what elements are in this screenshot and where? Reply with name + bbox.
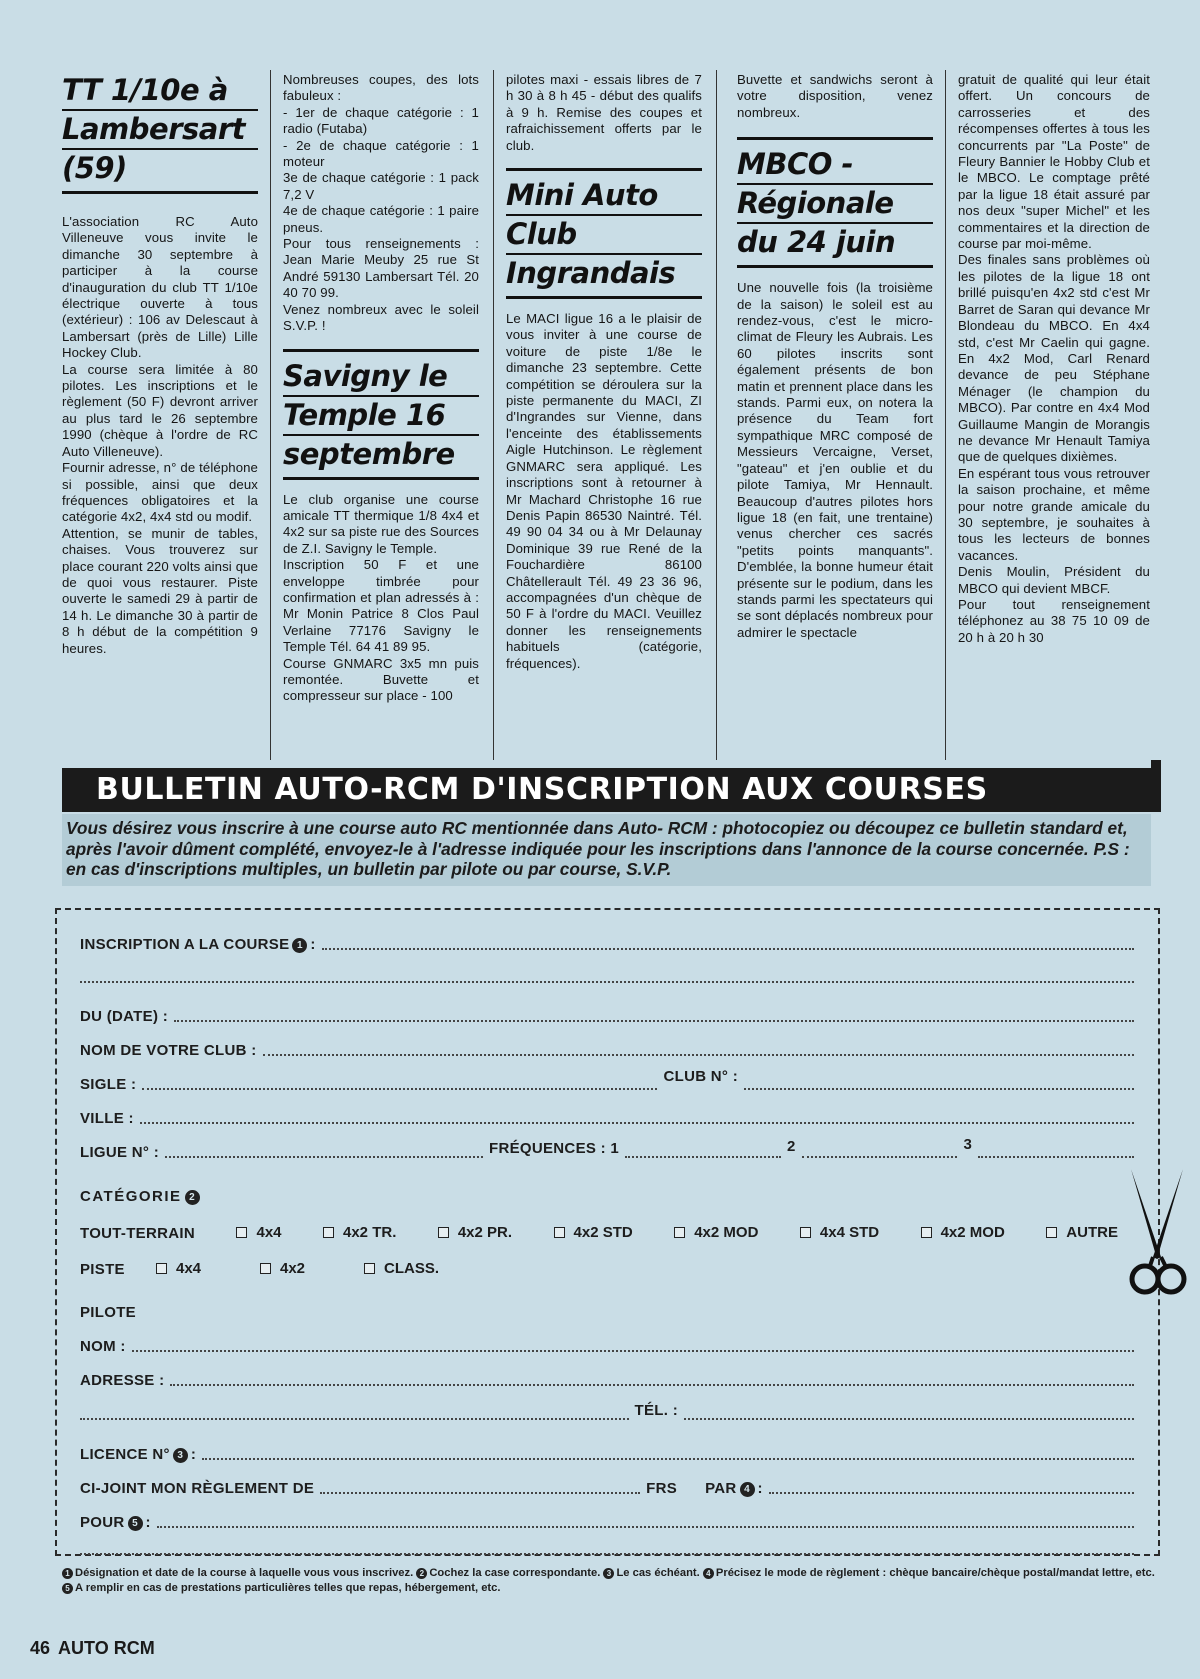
row-reglement (80, 1480, 1140, 1497)
note-marker-4-icon: 4 (703, 1568, 714, 1579)
label-licence: LICENCE N° 3 : (80, 1446, 197, 1463)
row-piste (80, 1260, 1140, 1278)
label-date: DU (DATE) : (80, 1008, 169, 1025)
label-club-name: NOM DE VOTRE CLUB : (80, 1042, 257, 1059)
checkbox-icon (438, 1227, 449, 1238)
article-lambersart-title: TT 1/10e à Lambersart (59) (62, 72, 258, 194)
frequency-1-field[interactable] (625, 1147, 781, 1158)
checkbox-icon (921, 1227, 932, 1238)
article-paragraph: Des finales sans problèmes où les pilotes de la ligue 18 ont brillé puisqu'en 4x2 std c'est Mr Barret de Saran qui devance Mr Blondeau du MBCO. En 4x4 std, c'est Mr Caelin qui gagne. En 4x2 Mod, Carl Renard devance de peu Stéphane Ménager (le champion du MBCO). Par contre en 4x4 Mod Guillaume Mangin de Morangis ne devance Mr Henault Tamiya que de quelques dixièmes. (958, 252, 1150, 465)
row-ville (80, 1110, 1140, 1127)
label-par: PAR 4 : (705, 1480, 763, 1497)
adresse-field[interactable] (170, 1375, 1134, 1386)
scissors-icon (1127, 1165, 1189, 1305)
checkbox-icon (364, 1263, 375, 1274)
pour-field[interactable] (157, 1517, 1134, 1528)
article-paragraph: Pour tous renseignements : Jean Marie Meuby 25 rue St André 59130 Lambersart Tél. 20 40 70 99. (283, 236, 479, 301)
row-nom (80, 1338, 1140, 1355)
frequency-2-field[interactable] (802, 1147, 958, 1158)
checkbox-icon (236, 1227, 247, 1238)
article-paragraph: Denis Moulin, Président du MBCO qui devient MBCF. (958, 564, 1150, 596)
row-pour-2 (80, 1544, 1140, 1555)
checkbox-tt-4x2-std[interactable]: 4x2 STD (554, 1224, 633, 1241)
label-pour: POUR 5 : (80, 1514, 151, 1531)
checkbox-icon (554, 1227, 565, 1238)
payment-mode-field[interactable] (769, 1483, 1134, 1494)
article-paragraph: En espérant tous vous retrouver la saison prochaine, et même pour notre grande amicale du 30 septembre, je souhaites à tous les lecteurs de bonnes vacances. (958, 465, 1150, 563)
checkbox-piste-class[interactable]: CLASS. (364, 1260, 439, 1277)
row-adresse-2 (80, 1402, 1140, 1423)
article-paragraph: Nombreuses coupes, des lots fabuleux : (283, 72, 479, 104)
checkbox-tt-4x2-mod[interactable]: 4x2 MOD (674, 1224, 758, 1241)
checkbox-piste-4x2[interactable]: 4x2 (260, 1260, 364, 1277)
checkbox-icon (260, 1263, 271, 1274)
date-field[interactable] (174, 1011, 1134, 1022)
article-lambersart (62, 72, 258, 657)
article-savigny-continued (506, 72, 702, 672)
marker-5-icon: 5 (128, 1516, 143, 1531)
checkbox-piste-4x4[interactable]: 4x4 (156, 1260, 260, 1277)
marker-3-icon: 3 (173, 1448, 188, 1463)
ville-field[interactable] (140, 1113, 1134, 1124)
label-reglement: CI-JOINT MON RÈGLEMENT DE (80, 1480, 315, 1497)
label-club-number: CLUB N° : (663, 1068, 738, 1085)
article-paragraph: pilotes maxi - essais libres de 7 h 30 à 8 h 45 - début des qualifs à 9 h. Remise des coupes et rafraichissement offerts par le club. (506, 72, 702, 153)
adresse-field-line-2[interactable] (80, 1409, 629, 1420)
article-paragraph: 3e de chaque catégorie : 1 pack 7,2 V (283, 170, 479, 202)
row-pilote (80, 1304, 1140, 1321)
bulletin-title: BULLETIN AUTO-RCM D'INSCRIPTION AUX COURSES (62, 768, 1151, 812)
label-piste: PISTE (80, 1261, 125, 1278)
article-maci-title: Mini Auto Club Ingrandais (506, 168, 702, 299)
row-categorie (80, 1188, 1140, 1205)
article-paragraph: Venez nombreux avec le soleil S.V.P. ! (283, 301, 479, 334)
inscription-field[interactable] (322, 939, 1134, 950)
label-nom: NOM : (80, 1338, 126, 1355)
label-pilote: PILOTE (80, 1304, 136, 1321)
checkbox-icon (800, 1227, 811, 1238)
row-inscription-2 (80, 972, 1140, 983)
article-savigny-title: Savigny le Temple 16 septembre (283, 349, 479, 480)
article-paragraph: 4e de chaque catégorie : 1 paire pneus. (283, 203, 479, 235)
row-adresse (80, 1372, 1140, 1389)
marker-1-icon: 1 (292, 938, 307, 953)
label-ligue: LIGUE N° : (80, 1144, 159, 1161)
article-paragraph: Le MACI ligue 16 a le plaisir de vous inviter à une course de voiture de piste 1/8e le dimanche 23 septembre. Cette compétition se déroulera sur la piste permanente du MACI, ZI d'Ingrandes sur Vienne, dans l'enceinte des établissements Aigle Hutchinson. Le règlement GNMARC sera appliqué. Les inscriptions sont à retourner à Mr Machard Christophe 16 rue Denis Papin 86530 Naintré. Tél. 49 90 04 34 ou à Mr Delaunay Dominique 39 rue René de la Fouchardière 86100 Châtellerault Tél. 49 23 36 96, accompagnées d'un chèque de 50 F à l'ordre du MACI. Veuillez donner les renseignements habituels (catégorie, fréquences). (506, 311, 702, 671)
page-number: 46 (30, 1638, 51, 1658)
row-sigle (80, 1068, 1140, 1093)
article-maci-continued (737, 72, 933, 641)
label-adresse: ADRESSE : (80, 1372, 165, 1389)
article-paragraph: La course sera limitée à 80 pilotes. Les inscriptions et le règlement (50 F) devront arriver au plus tard le 26 septembre 1990 (chèque à l'ordre de RC Auto Villeneuve). (62, 361, 258, 459)
club-name-field[interactable] (263, 1045, 1134, 1056)
licence-field[interactable] (202, 1449, 1134, 1460)
column-divider (270, 70, 271, 760)
ligue-field[interactable] (165, 1147, 483, 1158)
note-marker-3-icon: 3 (603, 1568, 614, 1579)
label-frs: FRS (646, 1480, 678, 1497)
club-number-field[interactable] (744, 1079, 1134, 1090)
magazine-name: AUTO RCM (58, 1638, 155, 1658)
checkbox-tt-4x2-tr[interactable]: 4x2 TR. (323, 1224, 396, 1241)
bulletin-notes: 1 Désignation et date de la course à laquelle vous vous inscrivez. 2 Cochez la case correspondante. 3 Le cas échéant. 4 Précisez le mode de règlement : chèque bancaire/chèque postal/mandat lettre, etc. 5 A remplir en cas de prestations particulières telles que repas, hébergement, etc. (62, 1566, 1162, 1596)
row-licence (80, 1446, 1140, 1463)
banner-tab (1151, 760, 1161, 812)
article-mbco-title: MBCO - Régionale du 24 juin (737, 137, 933, 268)
label-frequency-2: 2 (786, 1138, 796, 1155)
label-frequency-3: 3 (963, 1136, 973, 1153)
page-footer (30, 1638, 155, 1659)
column-divider (716, 70, 717, 760)
row-inscription (80, 936, 1140, 953)
label-sigle: SIGLE : (80, 1076, 137, 1093)
article-paragraph: gratuit de qualité qui leur était offert. Un concours de carrosseries et des récompenses offertes à tous les concurrents par "La Poste" de Fleury Bannier le Hobby Club et le MBCO. Le comptage prêté par la ligue 18 était assuré par nos deux "super Michel" et les commentaires et la direction de course par moi-même. (958, 72, 1150, 252)
reglement-amount-field[interactable] (320, 1483, 640, 1494)
article-lambersart-continued (283, 72, 479, 705)
label-ville: VILLE : (80, 1110, 134, 1127)
article-paragraph: - 2e de chaque catégorie : 1 moteur (283, 137, 479, 170)
article-paragraph: Le club organise une course amicale TT thermique 1/8 4x4 et 4x2 sur sa piste rue des Sources de Z.I. Savigny le Temple. (283, 491, 479, 556)
marker-4-icon: 4 (740, 1482, 755, 1497)
checkbox-tt-4x2-pr[interactable]: 4x2 PR. (438, 1224, 512, 1241)
column-divider (493, 70, 494, 760)
label-categorie: CATÉGORIE 2 (80, 1188, 203, 1205)
note-marker-1-icon: 1 (62, 1568, 73, 1579)
label-frequences: FRÉQUENCES : 1 (489, 1140, 620, 1157)
checkbox-icon (674, 1227, 685, 1238)
sigle-field[interactable] (142, 1079, 657, 1090)
label-tel: TÉL. : (634, 1402, 678, 1419)
checkbox-tt-4x4[interactable]: 4x4 (236, 1224, 281, 1241)
article-paragraph: - 1er de chaque catégorie : 1 radio (Futaba) (283, 104, 479, 137)
row-club-name (80, 1042, 1140, 1059)
article-mbco-continued (958, 72, 1150, 646)
label-inscription: INSCRIPTION A LA COURSE 1 : (80, 936, 316, 953)
row-ligue (80, 1136, 1140, 1161)
checkbox-tt-4x2-mod-2[interactable]: 4x2 MOD (921, 1224, 1005, 1241)
checkbox-icon (156, 1263, 167, 1274)
checkbox-tt-autre[interactable]: AUTRE (1046, 1224, 1118, 1241)
column-divider (945, 70, 946, 760)
label-tout-terrain: TOUT-TERRAIN (80, 1225, 195, 1242)
note-marker-5-icon: 5 (62, 1583, 73, 1594)
article-paragraph: Attention, se munir de tables, chaises. Vous trouverez sur place courant 220 volts ainsi que de quoi vous restaurer. Piste ouverte le samedi 29 à partir de 14 h. Le dimanche 30 à partir de 8 h début de la compétition 9 heures. (62, 525, 258, 656)
inscription-field-line-2[interactable] (80, 972, 1134, 983)
pour-field-line-2[interactable] (80, 1544, 1134, 1555)
checkbox-icon (1046, 1227, 1057, 1238)
checkbox-icon (323, 1227, 334, 1238)
checkbox-tt-4x4-std[interactable]: 4x4 STD (800, 1224, 879, 1241)
article-paragraph: Fournir adresse, n° de téléphone si possible, ainsi que deux fréquences obligatoires et la catégorie 4x2, 4x4 std ou modif. (62, 460, 258, 525)
article-paragraph: Pour tout renseignement téléphonez au 38 75 10 09 de 20 h à 20 h 30 (958, 597, 1150, 645)
frequency-3-field[interactable] (978, 1147, 1134, 1158)
row-pour (80, 1514, 1140, 1531)
article-paragraph: Une nouvelle fois (la troisième de la saison) le soleil est au rendez-vous, c'est le micro-climat de Fleury les Aubrais. Les 60 pilotes inscrits sont également présents de bon matin et prennent place dans les stands. Parmi eux, on notera la présence du Team fort sympathique MRC composé de Messieurs Vercaigne, Verset, "gateau" et j'en oublie et du pilote Tamiya, Mr Hennault. Beaucoup d'autres pilotes hors ligue 18 (en fait, une trentaine) venus chercher ces sacrés "petits points manquants". D'emblée, la bonne humeur était présente sur le podium, dans les stands parmi les spectateurs qui se sont déplacés nombreux pour admirer le spectacle (737, 280, 933, 640)
tel-field[interactable] (684, 1409, 1134, 1420)
note-marker-2-icon: 2 (416, 1568, 427, 1579)
article-paragraph: Course GNMARC 3x5 mn puis remontée. Buvette et compresseur sur place - 100 (283, 655, 479, 704)
article-paragraph: L'association RC Auto Villeneuve vous invite le dimanche 30 septembre à participer à la course d'inauguration du club TT 1/10e électrique ouverte à tous (extérieur) : 106 av Delescaut à Lambersart (près de Lille) Lille Hockey Club. (62, 214, 258, 361)
nom-field[interactable] (132, 1341, 1134, 1352)
article-paragraph: Inscription 50 F et une enveloppe timbrée pour confirmation et plan adressés à : Mr Monin Patrice 8 Clos Paul Verlaine 77176 Savigny le Temple Tél. 64 41 89 95. (283, 557, 479, 655)
marker-2-icon: 2 (185, 1190, 200, 1205)
article-paragraph: Buvette et sandwichs seront à votre disposition, venez nombreux. (737, 72, 933, 120)
bulletin-intro: Vous désirez vous inscrire à une course auto RC mentionnée dans Auto- RCM : photocopiez ou découpez ce bulletin standard et, après l'avoir dûment complété, envoyez-le à l'adresse indiquée pour les inscriptions dans l'annonce de la course concernée. P.S : en cas d'inscriptions multiples, un bulletin par pilote ou par course, S.V.P. (62, 814, 1151, 886)
row-tout-terrain (80, 1224, 1140, 1242)
row-date (80, 1008, 1140, 1025)
